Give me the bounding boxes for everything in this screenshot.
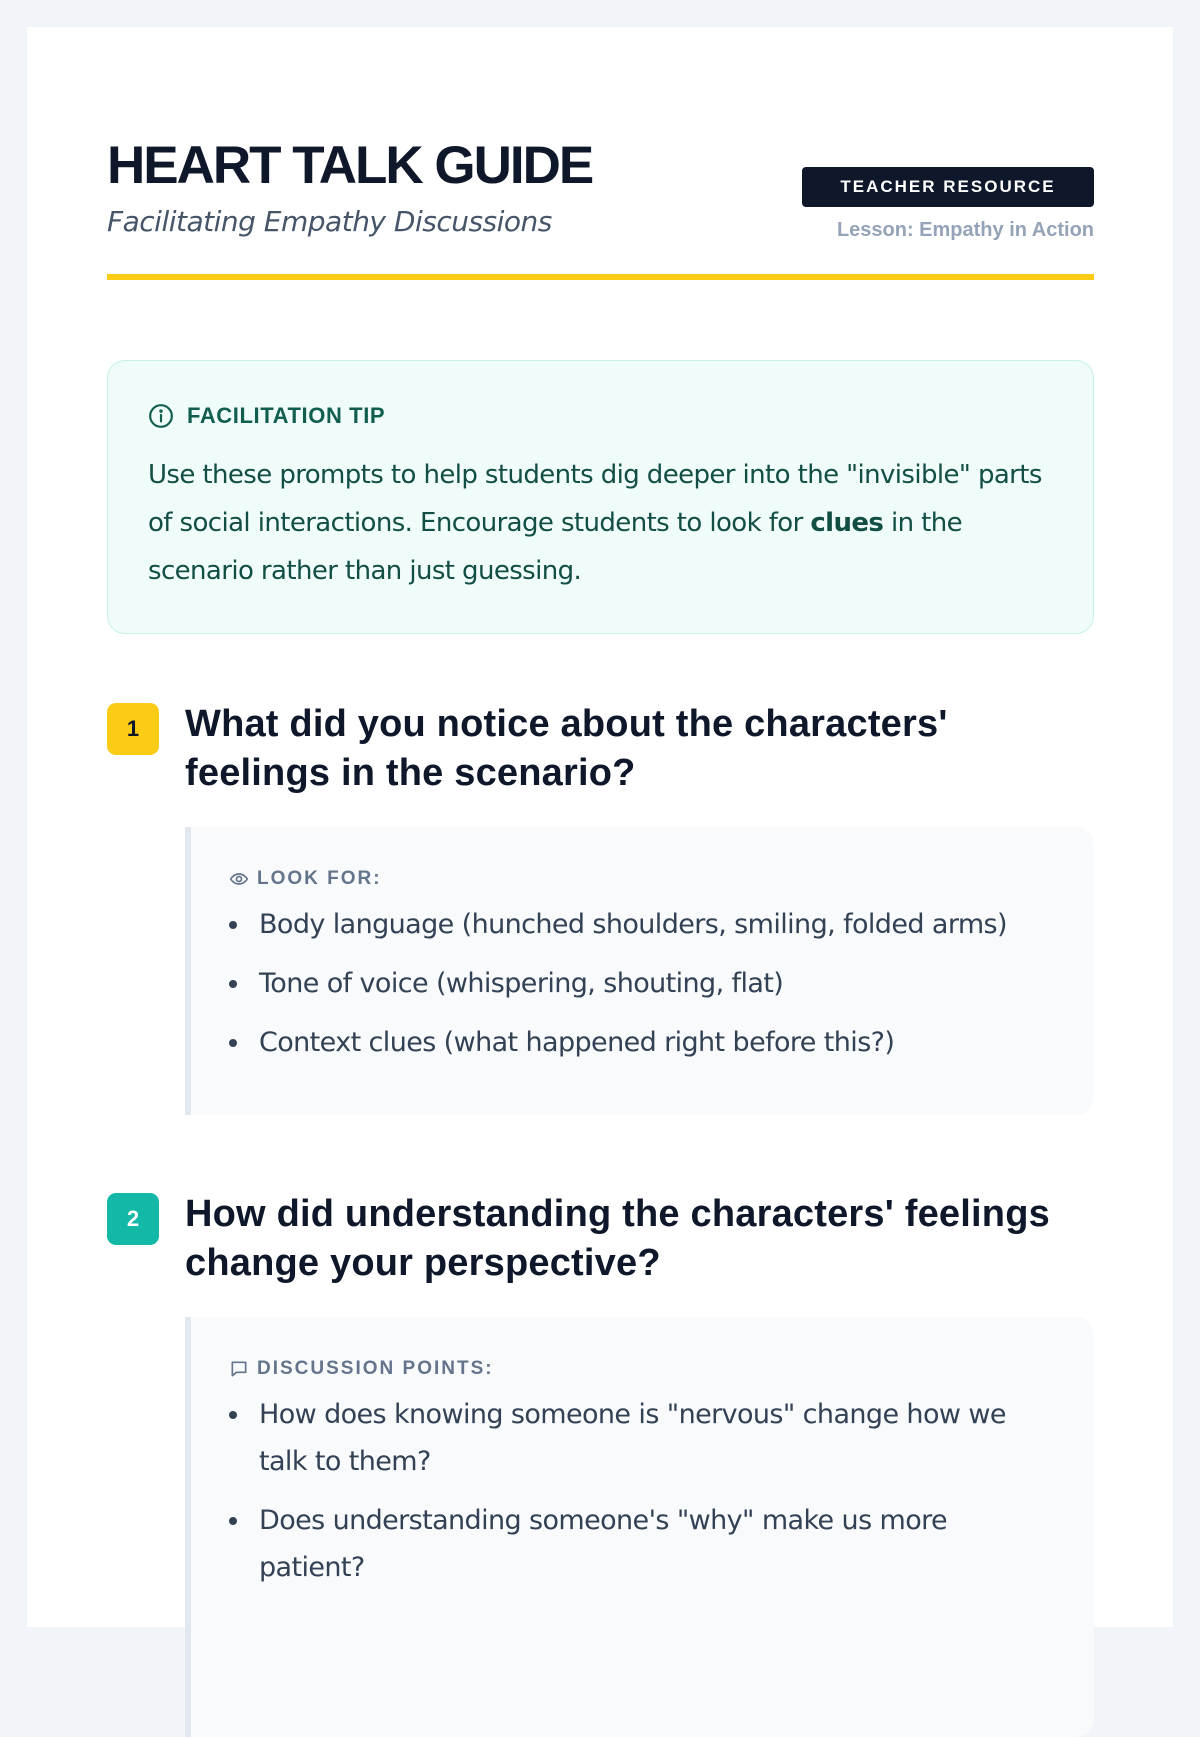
discussion-points-list — [229, 1391, 1054, 1591]
panel-heading-label: LOOK FOR: — [257, 868, 382, 889]
discussion-points-panel — [185, 1317, 1094, 1737]
page-subtitle: Facilitating Empathy Discussions — [107, 205, 552, 238]
tip-body — [148, 451, 1053, 595]
question-title: What did you notice about the characters' feelings in the scenario? — [185, 703, 948, 794]
question-title: How did understanding the characters' feelings change your perspective? — [185, 1193, 1050, 1284]
teacher-resource-badge: TEACHER RESOURCE — [802, 167, 1094, 207]
worksheet-page — [27, 27, 1173, 1627]
lesson-label: Lesson: Empathy in Action — [836, 219, 1094, 241]
facilitation-tip-box — [107, 360, 1094, 634]
question-number-badge: 2 — [107, 1193, 159, 1245]
page-title: HEART TALK GUIDE — [107, 136, 593, 195]
speech-bubble-icon — [229, 1359, 249, 1379]
tip-text-emphasis: clues — [810, 508, 884, 538]
info-circle-icon — [148, 403, 174, 429]
list-item: Does understanding someone's "why" make us more patient? — [229, 1497, 1054, 1591]
list-item: How does knowing someone is "nervous" change how we talk to them? — [229, 1391, 1054, 1485]
page-header — [107, 113, 1094, 241]
list-item: Body language (hunched shoulders, smiling, folded arms) — [229, 901, 1054, 948]
tip-text-start: Use these prompts to help students dig deeper into the "invisible" parts of social interactions. Encourage students to look for — [148, 460, 1042, 538]
look-for-panel — [185, 827, 1094, 1115]
panel-heading — [229, 867, 1054, 891]
list-item: Context clues (what happened right before this?) — [229, 1019, 1054, 1066]
list-item: Tone of voice (whispering, shouting, flat) — [229, 960, 1054, 1007]
panel-heading — [229, 1357, 1054, 1381]
header-divider — [107, 274, 1094, 280]
eye-icon — [229, 869, 249, 889]
tip-text-end: in the scenario rather than just guessing. — [148, 508, 962, 586]
look-for-list — [229, 901, 1054, 1066]
panel-heading-label: DISCUSSION POINTS: — [257, 1358, 494, 1379]
tip-heading — [148, 403, 1053, 429]
question-number-badge: 1 — [107, 703, 159, 755]
tip-heading-label: FACILITATION TIP — [187, 403, 386, 428]
